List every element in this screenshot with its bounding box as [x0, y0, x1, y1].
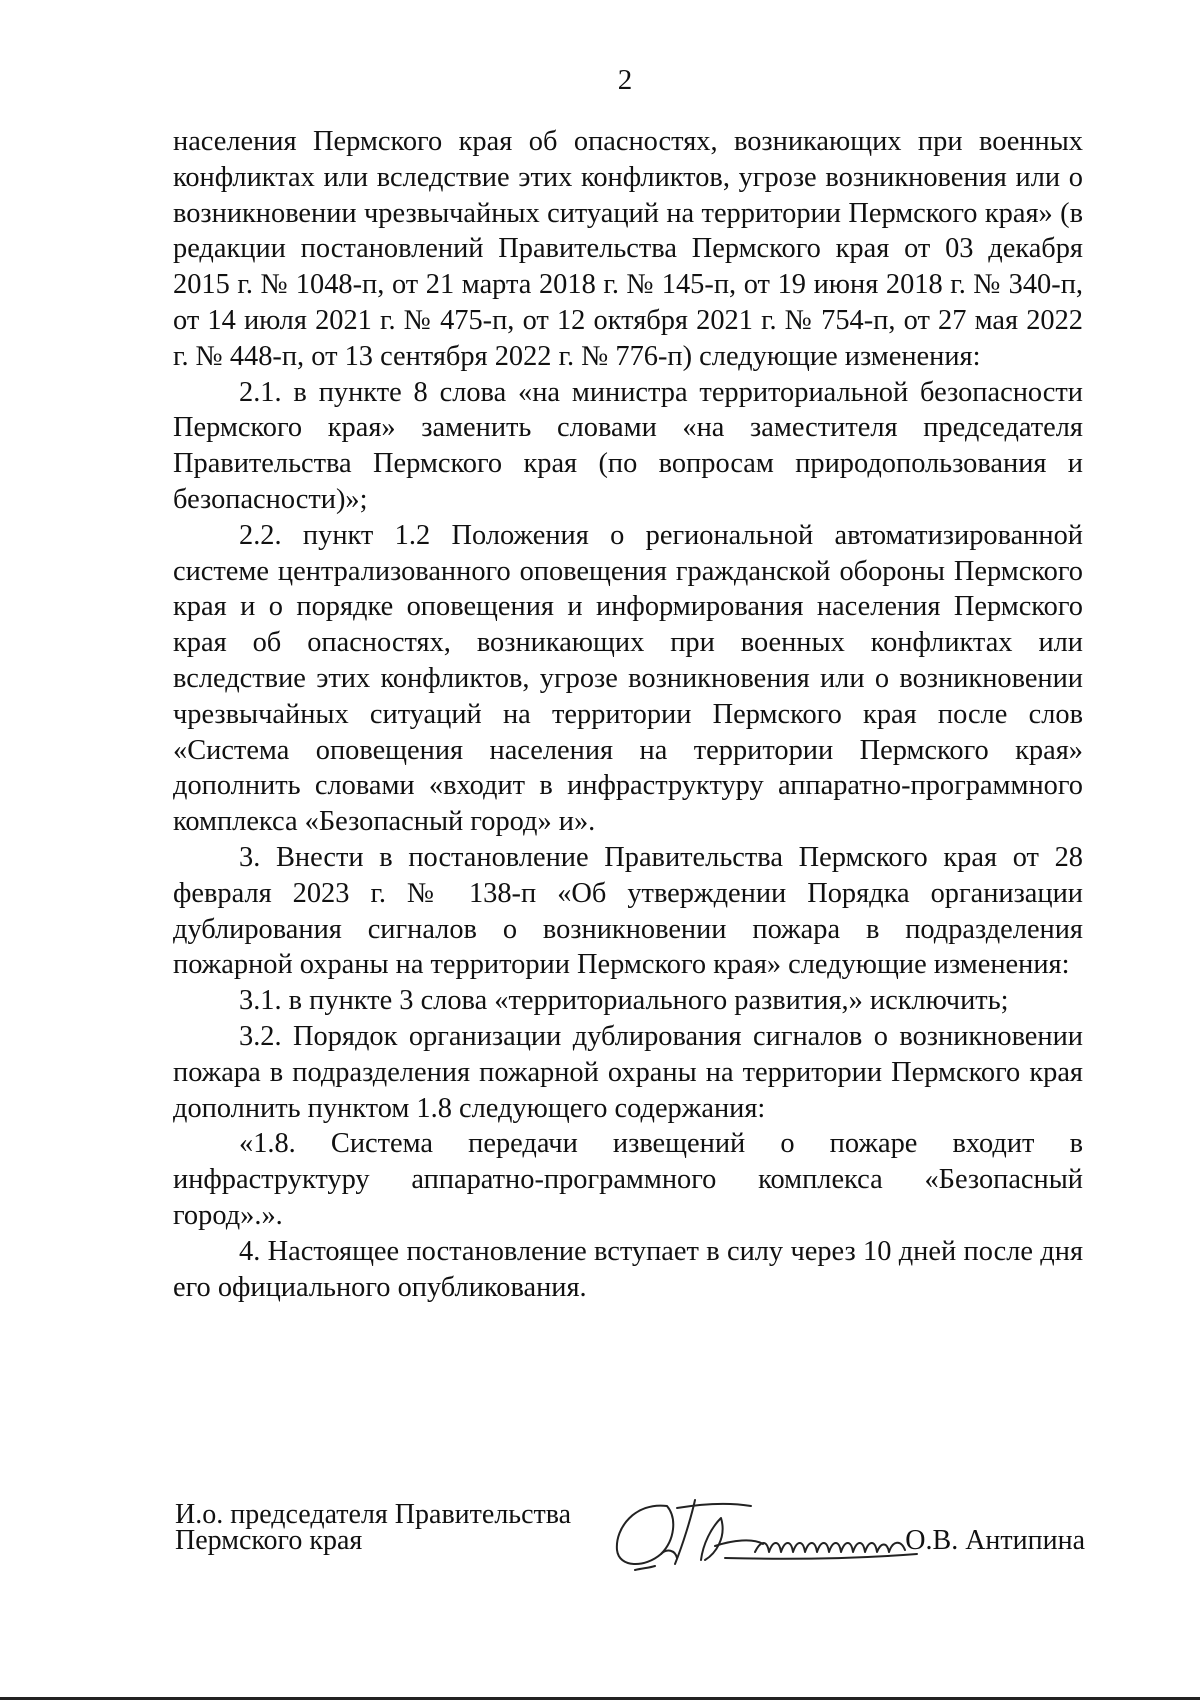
signatory-title-line-1: И.о. председателя Правительства — [175, 1499, 572, 1530]
paragraph-4: 4. Настоящее постановление вступает в силу через 10 дней после дня его официального опубликования. — [173, 1235, 1083, 1303]
scan-bottom-edge — [0, 1697, 1200, 1700]
paragraph-3: 3. Внести в постановление Правительства Пермского края от 28 февраля 2023 г. № 138-п «Об утверждении Порядка организации дублирования сигналов о возникновении пожара в подразделения пожарной охраны на территории Пермского края» следующие изменения: — [173, 841, 1083, 981]
paragraph-1-8-quote: «1.8. Система передачи извещений о пожаре входит в инфраструктуру аппаратно-программного комплекса «Безопасный город».». — [173, 1128, 1083, 1231]
paragraph-2-1: 2.1. в пункте 8 слова «на министра территориальной безопасности Пермского края» заменить словами «на заместителя председателя Правительства Пермского края (по вопросам природопользования и безопасности)»; — [173, 376, 1083, 515]
signature-block — [175, 1499, 1085, 1582]
paragraph-2-2: 2.2. пункт 1.2 Положения о региональной автоматизированной системе централизованного оповещения гражданской обороны Пермского края и о порядке оповещения и информирования населения Пермского края об опасностях, возникающих при военных конфликтах или вследствие этих конфликтов, угрозе возникновения или о возникновении чрезвычайных ситуаций на территории Пермского края после слов «Система оповещения населения на территории Пермского края» дополнить словами «входит в инфраструктуру аппаратно-программного комплекса «Безопасный город» и». — [173, 519, 1083, 838]
signatory-title — [175, 1499, 572, 1556]
paragraph-3-1: 3.1. в пункте 3 слова «территориального развития,» исключить; — [239, 985, 1009, 1017]
document-body — [173, 124, 1083, 1305]
page-number: 2 — [617, 64, 633, 96]
signatory-title-line-2: Пермского края — [175, 1525, 363, 1556]
signatory-name: О.В. Антипина — [905, 1525, 1085, 1556]
paragraph-3-2: 3.2. Порядок организации дублирования сигналов о возникновении пожара в подразделения пожарной охраны на территории Пермского края дополнить пунктом 1.8 следующего содержания: — [173, 1020, 1083, 1124]
paragraph-1: населения Пермского края об опасностях, возникающих при военных конфликтах или вследствие этих конфликтов, угрозе возникновения или о возникновении чрезвычайных ситуаций на территории Пермского края» (в редакции постановлений Правительства Пермского края от 03 декабря 2015 г. № 1048-п, от 21 марта 2018 г. № 145-п, от 19 июня 2018 г. № 340-п, от 14 июля 2021 г. № 475-п, от 12 октября 2021 г. № 754-п, от 27 мая 2022 г. № 448-п, от 13 сентября 2022 г. № 776-п) следующие изменения: — [173, 126, 1083, 372]
